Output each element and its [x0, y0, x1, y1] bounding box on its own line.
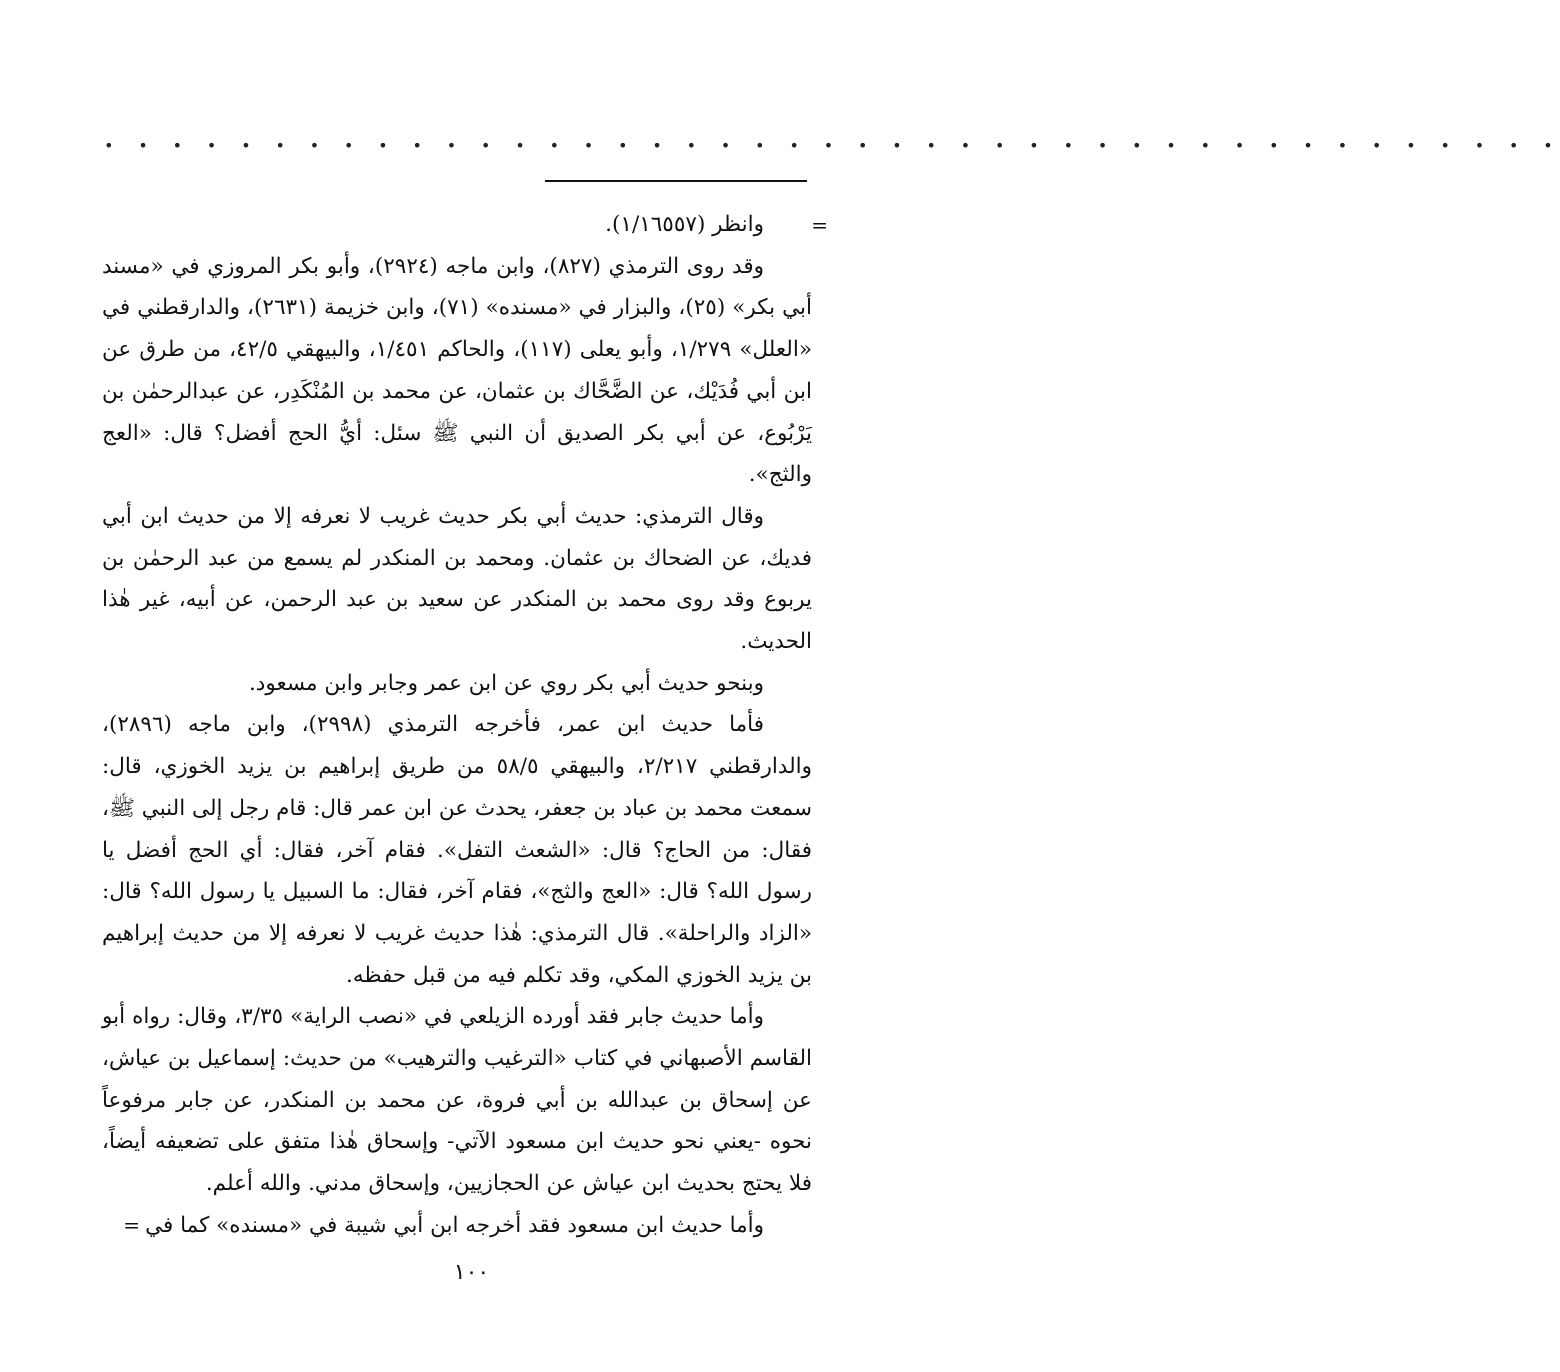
continuation-mark: =: [811, 213, 828, 237]
page-number: ١٠٠: [453, 1260, 490, 1285]
footnote-paragraph: وقد روى الترمذي (٨٢٧)، وابن ماجه (٢٩٢٤)، وأبو بكر المروزي في «مسند أبي بكر» (٢٥)، والبزار في «مسنده» (٧١)، وابن خزيمة (٢٦٣١)، والدارقطني في «العلل» ١/٢٧٩، وأبو يعلى (١١٧)، والحاكم ١/٤٥١، والبيهقي ٤٢/٥، من طرق عن ابن أبي فُدَيْك، عن الضَّحَّاك بن عثمان، عن محمد بن المُنْكَدِر، عن عبدالرحمٰن بن يَرْبُوع، عن أبي بكر الصديق أن النبي ﷺ سئل: أيُّ الحج أفضل؟ قال: «العج والثج».: [102, 253, 812, 488]
footnote-paragraph: فأما حديث ابن عمر، فأخرجه الترمذي (٢٩٩٨)، وابن ماجه (٢٨٩٦)، والدارقطني ٢/٢١٧، والبيهقي ٥٨/٥ من طريق إبراهيم بن يزيد الخوزي، قال: سمعت محمد بن عباد بن جعفر، يحدث عن ابن عمر قال: قام رجل إلى النبي ﷺ، فقال: من الحاج؟ قال: «الشعث التفل». فقام آخر، فقال: أي الحج أفضل يا رسول الله؟ قال: «العج والثج»، فقام آخر، فقال: ما السبيل يا رسول الله؟ قال: «الزاد والراحلة». قال الترمذي: هٰذا حديث غريب لا نعرفه إلا من حديث إبراهيم بن يزيد الخوزي المكي، وقد تكلم فيه من قبل حفظه.: [102, 712, 812, 988]
footnote-paragraph: وأما حديث ابن مسعود فقد أخرجه ابن أبي شيبة في «مسنده» كما في: [145, 1212, 764, 1238]
dotted-separator: • • • • • • • • • • • • • • • • • • • • • • • • • • • • • • • • • • • • • • • • • • •: [104, 136, 1560, 155]
footnote-paragraph: وبنحو حديث أبي بكر روي عن ابن عمر وجابر وابن مسعود.: [248, 670, 764, 696]
footnote-paragraph: وأما حديث جابر فقد أورده الزيلعي في «نصب الراية» ٣/٣٥، وقال: رواه أبو القاسم الأصبهاني في كتاب «الترغيب والترهيب» من حديث: إسماعيل بن عياش، عن إسحاق بن عبدالله بن أبي فروة، عن محمد بن المنكدر، عن جابر مرفوعاً نحوه -يعني نحو حديث ابن مسعود الآتي- وإسحاق هٰذا متفق على تضعيفه أيضاً، فلا يحتج بحديث ابن عياش عن الحجازيين، وإسحاق مدني. والله أعلم.: [102, 1004, 812, 1197]
continuation-mark-end: =: [123, 1213, 140, 1237]
footnote-paragraph: وقال الترمذي: حديث أبي بكر حديث غريب لا نعرفه إلا من حديث ابن أبي فديك، عن الضحاك بن عثمان. ومحمد بن المنكدر لم يسمع من عبد الرحمٰن بن يربوع وقد روى محمد بن المنكدر عن سعيد بن عبد الرحمن، عن أبيه، غير هٰذا الحديث.: [102, 503, 812, 655]
footnote-rule: [545, 180, 807, 182]
footnote-body: [102, 204, 812, 1247]
footnote-paragraph: وانظر (١/١٦٥٥٧).: [605, 212, 764, 237]
